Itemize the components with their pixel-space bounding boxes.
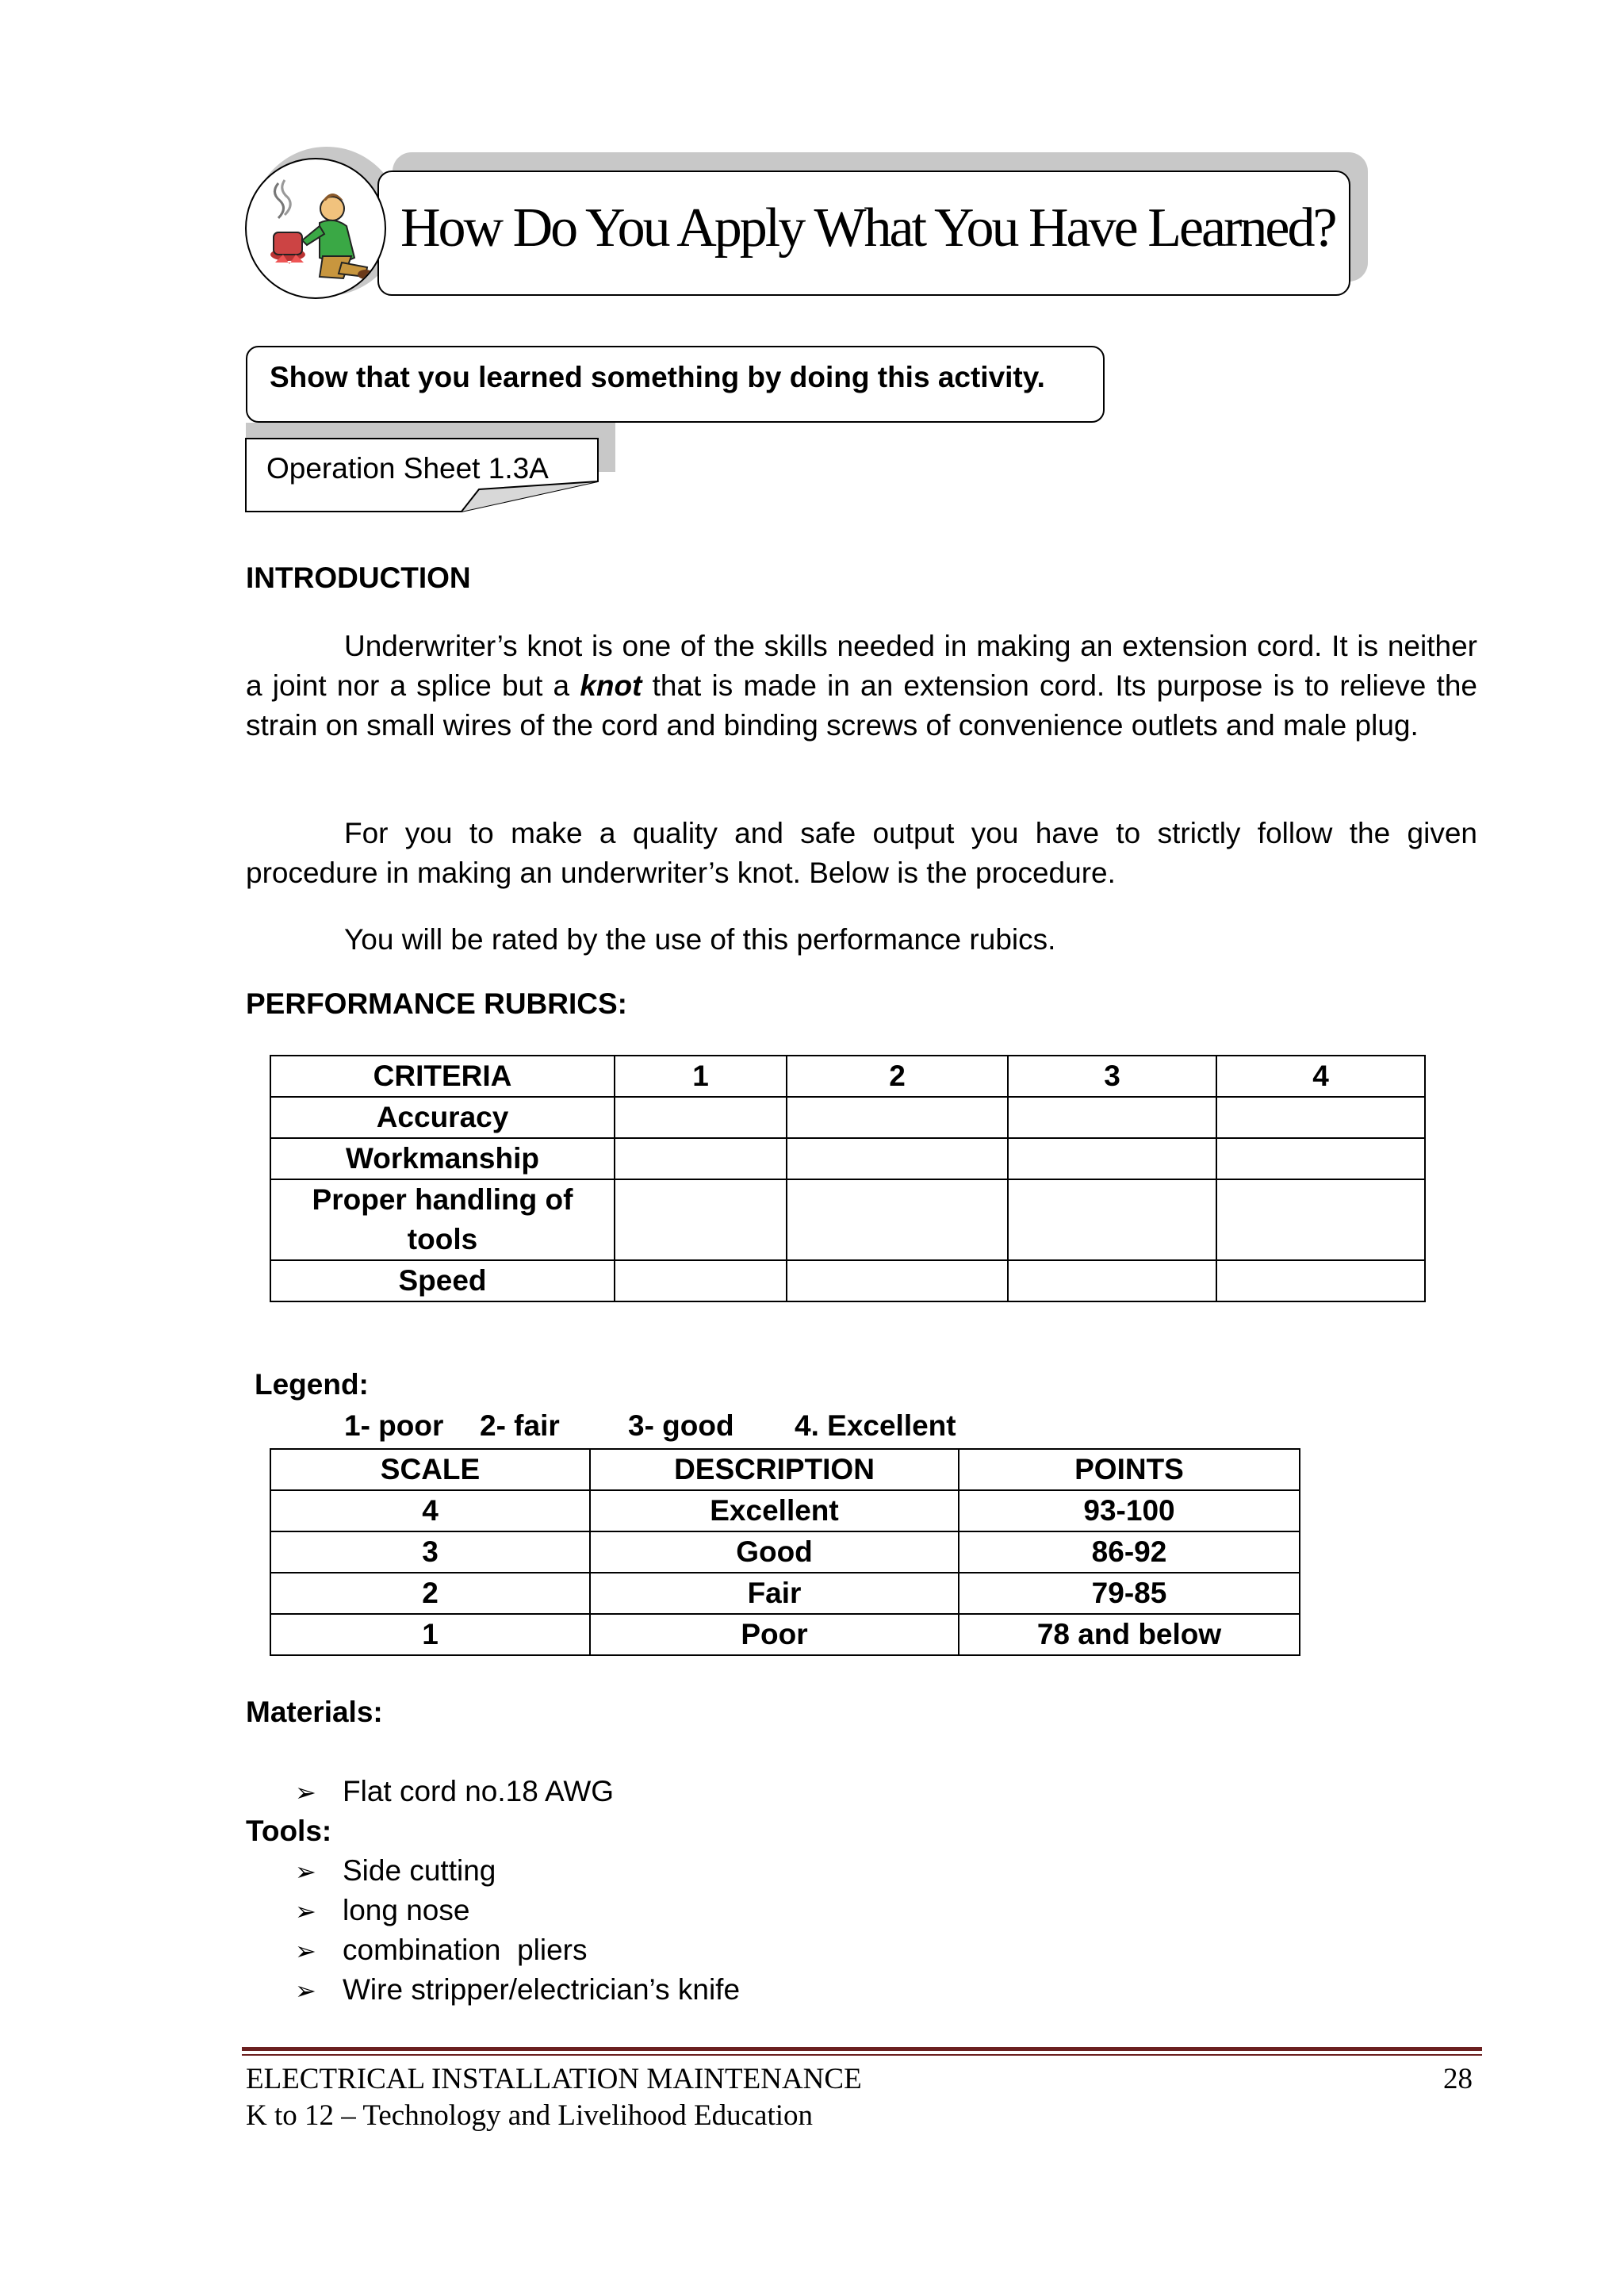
rating-cell [615,1097,787,1138]
kneeling-person-icon [245,158,386,299]
description-cell: Excellent [590,1490,959,1531]
table-row [270,1097,1425,1138]
rubrics-criteria-cell: Workmanship [270,1138,615,1179]
description-header: DESCRIPTION [590,1449,959,1490]
table-row [270,1179,1425,1260]
points-cell: 86-92 [959,1531,1300,1573]
footer-rule-thin [242,2054,1482,2056]
tools-heading: Tools: [246,1815,332,1847]
rating-cell [615,1260,787,1301]
legend-item-3: 3- good [628,1409,734,1442]
legend-item-1: 1- poor [344,1409,444,1442]
rubrics-header-4: 4 [1216,1056,1425,1097]
description-cell: Good [590,1531,959,1573]
rating-cell [615,1179,787,1260]
arrow-bullet-icon: ➢ [295,1777,316,1807]
scale-cell: 3 [270,1531,590,1573]
rating-cell [1216,1260,1425,1301]
points-cell: 79-85 [959,1573,1300,1614]
arrow-bullet-icon: ➢ [295,1936,316,1966]
operation-sheet-label: Operation Sheet 1.3A [266,452,549,485]
list-item: ➢ Wire stripper/electrician’s knife [295,1973,741,2006]
rubrics-criteria-cell: Proper handling of tools [270,1179,615,1260]
points-cell: 78 and below [959,1614,1300,1655]
arrow-bullet-icon: ➢ [295,1896,316,1926]
table-row [270,1056,1425,1097]
footer-course-title: ELECTRICAL INSTALLATION MAINTENANCE [246,2063,862,2095]
table-row [270,1573,1300,1614]
legend-heading: Legend: [255,1368,369,1401]
list-item: ➢ long nose [295,1894,470,1926]
table-row [270,1531,1300,1573]
table-row [270,1490,1300,1531]
rubrics-criteria-cell: Accuracy [270,1097,615,1138]
rubrics-criteria-cell: Speed [270,1260,615,1301]
legend-item-2: 2- fair [480,1409,560,1442]
rating-cell [787,1097,1008,1138]
scale-cell: 2 [270,1573,590,1614]
rating-cell [615,1138,787,1179]
table-row [270,1138,1425,1179]
scale-table [270,1448,1300,1656]
rubrics-table [270,1055,1426,1302]
rating-cell [1008,1097,1216,1138]
table-row [270,1260,1425,1301]
list-item: ➢ combination pliers [295,1934,588,1966]
points-header: POINTS [959,1449,1300,1490]
rating-cell [787,1260,1008,1301]
rubrics-header-criteria: CRITERIA [270,1056,615,1097]
table-row [270,1449,1300,1490]
introduction-paragraph-2: For you to make a quality and safe output you have to strictly follow the given procedure in making an underwriter’s knot. Below is the procedure. [246,817,1477,889]
page-number: 28 [1443,2063,1473,2095]
rating-cell [787,1138,1008,1179]
introduction-heading: INTRODUCTION [246,562,471,594]
description-cell: Fair [590,1573,959,1614]
rating-cell [1216,1138,1425,1179]
list-item: ➢ Side cutting [295,1854,496,1887]
description-cell: Poor [590,1614,959,1655]
rubrics-heading: PERFORMANCE RUBRICS: [246,987,627,1020]
rating-cell [1008,1179,1216,1260]
scale-header: SCALE [270,1449,590,1490]
legend-item-4: 4. Excellent [795,1409,956,1442]
page-title: How Do You Apply What You Have Learned? [400,197,1335,259]
introduction-paragraph-3: You will be rated by the use of this performance rubics. [344,923,1056,956]
footer-subtitle: K to 12 – Technology and Livelihood Education [246,2099,814,2132]
scale-cell: 4 [270,1490,590,1531]
arrow-bullet-icon: ➢ [295,1976,316,2006]
arrow-bullet-icon: ➢ [295,1857,316,1887]
activity-instruction: Show that you learned something by doing this activity. [270,361,1045,393]
footer-rule-thick [242,2047,1482,2051]
table-row [270,1614,1300,1655]
rating-cell [787,1179,1008,1260]
rating-cell [1008,1260,1216,1301]
rubrics-header-1: 1 [615,1056,787,1097]
rating-cell [1216,1179,1425,1260]
rubrics-header-2: 2 [787,1056,1008,1097]
scale-cell: 1 [270,1614,590,1655]
rating-cell [1216,1097,1425,1138]
materials-heading: Materials: [246,1696,383,1728]
points-cell: 93-100 [959,1490,1300,1531]
list-item: ➢ Flat cord no.18 AWG [295,1775,615,1807]
rubrics-header-3: 3 [1008,1056,1216,1097]
rating-cell [1008,1138,1216,1179]
introduction-paragraph-1: Underwriter’s knot is one of the skills needed in making an extension cord. It is neither a joint nor a splice but a knot that is made in an extension cord. Its purpose is to relieve the strain on small wires of the cord and binding screws of convenience outlets and male plug. [246,630,1477,742]
